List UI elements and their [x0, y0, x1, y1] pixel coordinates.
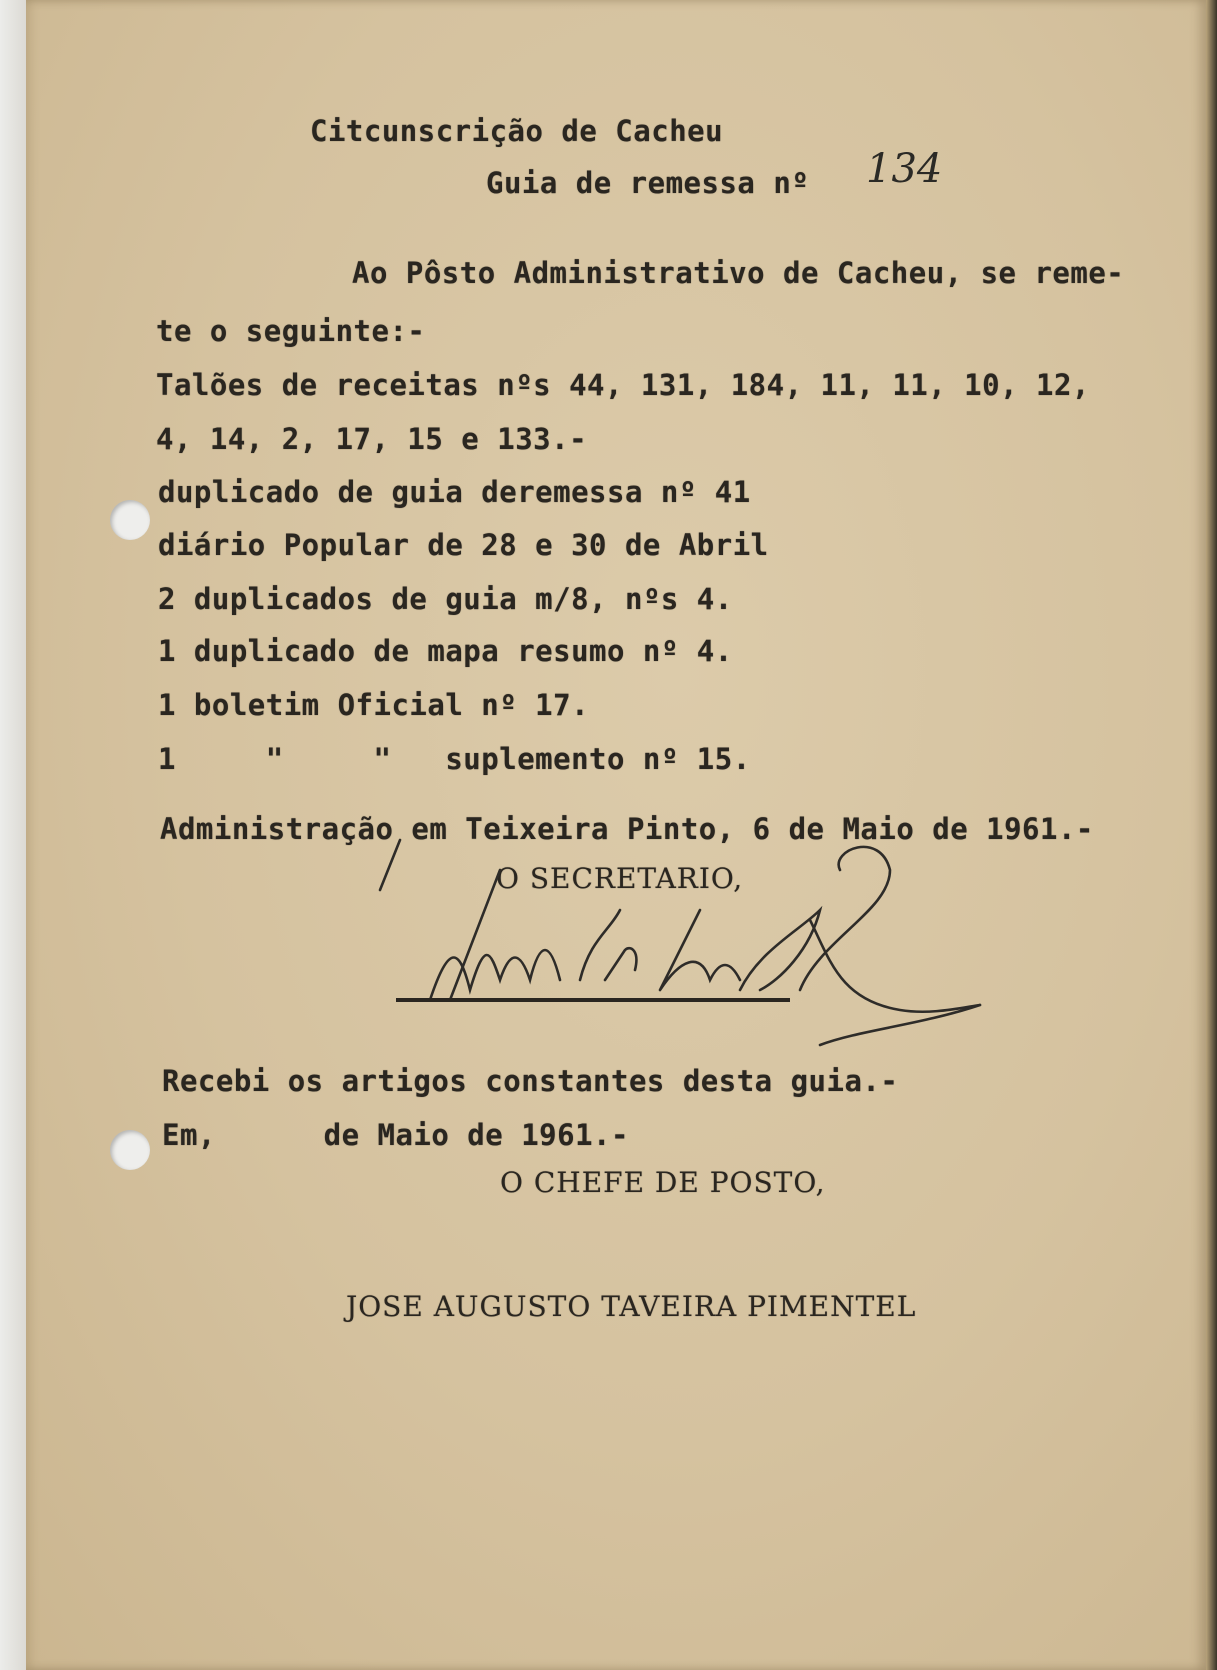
list-item: diário Popular de 28 e 30 de Abril — [158, 528, 769, 562]
header-line-2: Guia de remessa nº — [486, 166, 810, 200]
scan-background — [0, 0, 26, 1670]
list-item: 4, 14, 2, 17, 15 e 133.- — [156, 422, 588, 456]
intro-line-2: te o seguinte:- — [156, 314, 426, 348]
list-item: 1 boletim Oficial nº 17. — [158, 688, 590, 722]
list-item: 1 duplicado de mapa resumo nº 4. — [158, 634, 733, 668]
receipt-line-2: Em, de Maio de 1961.- — [162, 1118, 629, 1152]
list-item: 2 duplicados de guia m/8, nºs 4. — [158, 582, 733, 616]
chief-name: JOSE AUGUSTO TAVEIRA PIMENTEL — [346, 1290, 917, 1323]
receipt-line-1: Recebi os artigos constantes desta guia.- — [162, 1064, 899, 1098]
place-date: Administração em Teixeira Pinto, 6 de Maio de 1961.- — [160, 812, 1094, 846]
signature-image — [360, 830, 1040, 1070]
header-line-1: Citcunscrição de Cacheu — [310, 114, 724, 148]
list-item: Talões de receitas nºs 44, 131, 184, 11, 11, 10, 12, — [156, 368, 1090, 402]
handwritten-number: 134 — [866, 146, 943, 192]
punch-hole — [110, 1130, 150, 1170]
paper-edge — [1206, 0, 1217, 1670]
list-item: 1 " " suplemento nº 15. — [158, 742, 751, 776]
secretary-title: O SECRETARIO, — [496, 862, 744, 895]
intro-line-1: Ao Pôsto Administrativo de Cacheu, se reme- — [352, 256, 1125, 290]
punch-hole — [110, 500, 150, 540]
list-item: duplicado de guia deremessa nº 41 — [158, 475, 751, 509]
chief-title: O CHEFE DE POSTO, — [500, 1166, 826, 1199]
